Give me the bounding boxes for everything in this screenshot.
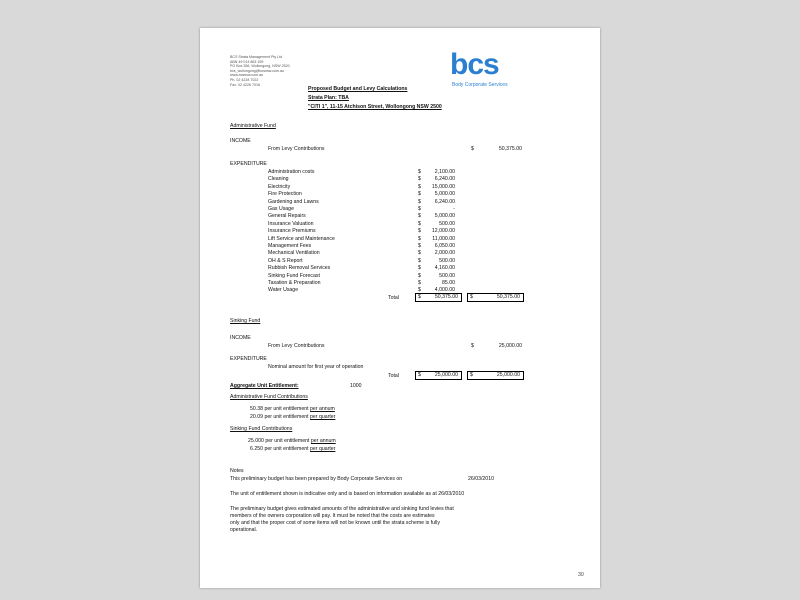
admin-contributions-title: Administrative Fund Contributions [230, 394, 308, 400]
admin-expense-name: Insurance Premiums [268, 228, 316, 235]
aggregate-entitlement-value: 1000 [350, 383, 362, 389]
sinking-annum-period: per annum [310, 438, 336, 444]
page-number: 30 [578, 572, 584, 578]
admin-expense-name: Fire Protection [268, 191, 302, 198]
logo-mark: bcs [450, 48, 499, 81]
admin-total-currency-2: $ [470, 294, 473, 300]
admin-expense-value: 5,000.00 [434, 213, 455, 220]
admin-expense-name: Gas Usage [268, 206, 294, 212]
admin-expense-name: Electricity [268, 183, 291, 190]
admin-expense-currency: $ [418, 220, 421, 227]
company-line: Fax. 02 4226 7016 [230, 82, 260, 87]
admin-total-label: Total [388, 295, 399, 301]
sinking-income-currency: $ [471, 343, 474, 349]
admin-contribution-quarter [250, 414, 335, 420]
admin-expense-value: 85.00 [442, 280, 455, 286]
admin-expense-value: 2,000.00 [434, 250, 455, 257]
admin-expense-currency: $ [418, 250, 421, 257]
admin-expense-currency: $ [418, 169, 421, 175]
document-page [200, 28, 600, 588]
sinking-total-value-2: 25,000.00 [496, 372, 520, 378]
admin-expense-currency: $ [418, 228, 421, 235]
admin-expenditure-label: EXPENDITURE [230, 161, 267, 167]
aggregate-entitlement-label: Aggregate Unit Entitlement: [230, 383, 299, 389]
notes-paragraph [230, 506, 454, 534]
admin-total-value: 50,375.00 [434, 294, 458, 300]
notes-paragraph-line: only and that the proper cost of some items will not be known until the strata scheme is fully [230, 520, 440, 526]
sinking-fund-title: Sinking Fund [230, 318, 261, 324]
admin-expense-currency: $ [418, 191, 421, 198]
admin-annum-text: per unit entitlement [264, 406, 309, 412]
admin-expense-currency: $ [418, 287, 421, 294]
admin-expense-name: Mechanical Ventilation [268, 250, 320, 257]
admin-expense-currency: $ [418, 176, 421, 183]
sinking-contribution-annum [248, 438, 336, 444]
admin-expense-value: 15,000.00 [431, 183, 455, 190]
sinking-total-currency-2: $ [470, 372, 473, 378]
admin-expense-currency: $ [418, 280, 421, 286]
admin-expense-name: Rubbish Removal Services [268, 265, 331, 272]
admin-expense-name: Sinking Fund Forecast [268, 272, 320, 279]
sinking-expenditure-label: EXPENDITURE [230, 356, 267, 362]
admin-expense-value: 5,000.00 [434, 191, 455, 198]
property-address: "CITI 1", 11-15 Atchison Street, Wollongong NSW 2500 [308, 104, 442, 110]
admin-expense-currency: $ [418, 265, 421, 272]
admin-quarter-period: per quarter [310, 414, 336, 420]
company-line: Ph. 02 4228 7022 [230, 77, 259, 82]
company-details [230, 55, 290, 87]
notes-paragraph-line: operational. [230, 527, 258, 533]
admin-total-currency: $ [418, 294, 421, 300]
admin-expense-name: Gardening and Lawns [268, 198, 319, 205]
admin-contribution-annum [250, 406, 335, 412]
admin-expense-currency: $ [418, 183, 421, 190]
admin-expense-name: Insurance Valuation [268, 220, 314, 227]
admin-total-value-2: 50,375.00 [496, 294, 520, 300]
admin-income-label: INCOME [230, 138, 251, 144]
notes-paragraph-line: members of the owners corporation will pay. It must be noted that the costs are estimates [230, 513, 435, 519]
admin-income-currency: $ [471, 146, 474, 152]
sinking-income-item: From Levy Contributions [268, 343, 325, 349]
sinking-income-value: 25,000.00 [498, 343, 522, 349]
admin-quarter-text: per unit entitlement [264, 414, 309, 420]
sinking-total-currency: $ [418, 372, 421, 378]
admin-expense-value: 4,000.00 [434, 287, 455, 294]
sinking-total-value: 25,000.00 [434, 372, 458, 378]
admin-expense-name: General Repairs [268, 213, 306, 220]
sinking-expenditure-item: Nominal amount for first year of operation [268, 364, 364, 370]
notes-prepared-date: 26/03/2010 [468, 476, 494, 482]
admin-expense-currency: $ [418, 257, 421, 264]
sinking-total-label: Total [388, 373, 399, 379]
company-line: ABN 49 014 863 159 [230, 59, 264, 64]
sinking-annum-text: per unit entitlement [265, 438, 310, 444]
admin-expense-currency: $ [418, 198, 421, 205]
sinking-quarter-text: per unit entitlement [264, 446, 309, 452]
admin-expense-value: 500.00 [439, 272, 455, 279]
notes-line-prepared: This preliminary budget has been prepared by Body Corporate Services on [230, 476, 403, 482]
company-line: www.bcsnsw.com.au [230, 73, 264, 78]
company-line: BCS Strata Management Pty Ltd [230, 55, 283, 59]
admin-expense-currency: $ [418, 206, 421, 212]
admin-expense-name: Administration costs [268, 169, 315, 175]
admin-expense-value: 6,050.00 [434, 243, 455, 249]
admin-fund-title: Administrative Fund [230, 123, 276, 129]
admin-annum-period: per annum [310, 406, 335, 412]
admin-expense-value: 500.00 [439, 257, 455, 264]
admin-expense-value: - [453, 206, 455, 212]
notes-title: Notes [230, 468, 244, 474]
admin-annum-value: 50.38 [250, 406, 263, 412]
admin-quarter-value: 20.09 [250, 414, 263, 420]
company-line: bcs_wollongong@bcsnsw.com.au [230, 68, 284, 73]
strata-plan: Strata Plan: TBA [308, 95, 349, 101]
admin-expense-name: Management Fees [268, 243, 312, 249]
document-title: Proposed Budget and Levy Calculations [308, 86, 408, 92]
admin-expense-value: 11,000.00 [432, 235, 455, 242]
admin-expense-name: Taxation & Preparation [268, 280, 321, 286]
admin-expense-currency: $ [418, 235, 421, 242]
admin-expense-value: 6,240.00 [434, 176, 455, 183]
admin-expense-currency: $ [418, 243, 421, 249]
admin-expense-currency: $ [418, 213, 421, 220]
sinking-income-label: INCOME [230, 335, 251, 341]
company-line: PO Box 356, Wollongong, NSW 2520 [230, 64, 290, 69]
admin-expense-value: 500.00 [439, 220, 455, 227]
admin-income-value: 50,375.00 [498, 146, 522, 152]
sinking-quarter-period: per quarter [310, 446, 336, 452]
sinking-contribution-quarter [250, 446, 335, 452]
notes-paragraph-line: The preliminary budget gives estimated amounts of the administrative and sinking fund levies that [230, 506, 454, 512]
logo-subtitle: Body Corporate Services [452, 82, 508, 88]
sinking-contributions-title: Sinking Fund Contributions [230, 426, 293, 432]
admin-expense-value: 2,100.00 [434, 169, 455, 175]
admin-expense-name: OH & S Report [268, 257, 303, 264]
admin-expense-name: Lift Service and Maintenance [268, 235, 335, 242]
admin-expense-value: 6,240.00 [434, 198, 455, 205]
admin-expense-value: 4,160.00 [434, 265, 455, 272]
admin-expense-name: Water Usage [268, 287, 299, 294]
sinking-annum-value: 25.000 [248, 438, 264, 444]
admin-expense-currency: $ [418, 272, 421, 279]
sinking-quarter-value: 6.250 [250, 446, 263, 452]
admin-expense-value: 12,000.00 [431, 228, 455, 235]
notes-line-entitlement: The unit of entitlement shown is indicative only and is based on information available as at 26/03/2010 [230, 491, 465, 497]
company-logo [450, 48, 499, 82]
admin-income-item: From Levy Contributions [268, 146, 325, 152]
admin-expense-name: Cleaning [268, 176, 289, 183]
